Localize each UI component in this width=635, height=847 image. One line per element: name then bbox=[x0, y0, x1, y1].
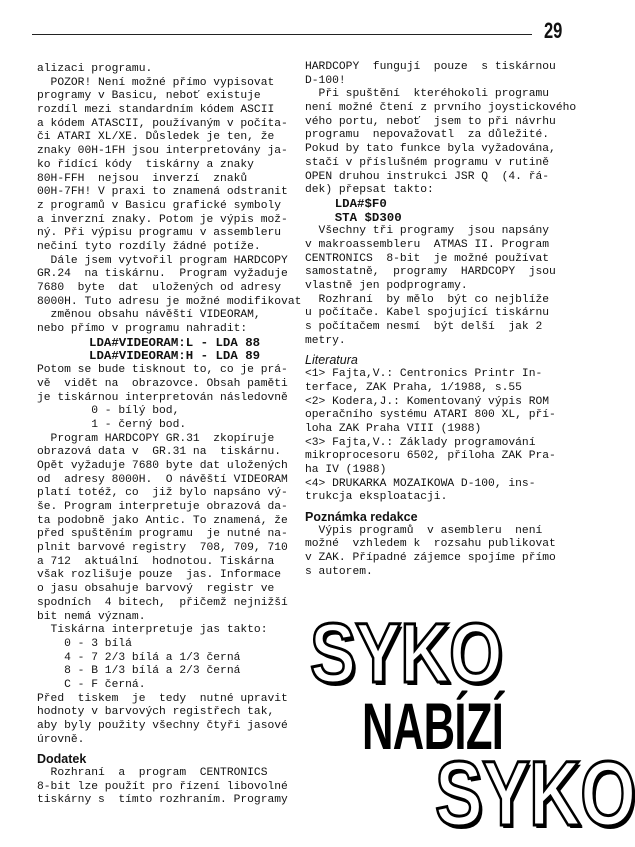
left-text-line: POZOR! Není možné přímo vypisovat bbox=[37, 76, 275, 89]
right-text-line: stačí v příslušném programu v rutině bbox=[305, 156, 550, 169]
left-text-line: GR.24 na tiskárnu. Program vyžaduje bbox=[37, 268, 288, 281]
left-column bbox=[37, 63, 302, 808]
left-text-line: Opět vyžaduje 7680 byte dat uložených bbox=[37, 459, 288, 472]
right-column bbox=[305, 61, 577, 579]
left-text-line: či ATARI XL/XE. Důsledek je ten, že bbox=[37, 131, 275, 144]
syko-logo-bottom: SYKO bbox=[435, 743, 635, 845]
left-code-line: LDA#VIDEORAM:L - LDA 88 bbox=[37, 335, 261, 350]
left-text-line: ný. Při výpisu programu v assembleru bbox=[37, 227, 282, 240]
right-text-line: loha ZAK Praha VIII (1988) bbox=[305, 422, 482, 435]
left-text-line: 00H-7FH! V praxi to znamená odstranit bbox=[37, 186, 288, 199]
left-text-line: však rozlišuje pouze jas. Informace bbox=[37, 569, 282, 582]
right-text-line: Všechny tři programy jsou napsány bbox=[305, 225, 550, 238]
left-text-line: Dále jsem vytvořil program HARDCOPY bbox=[37, 254, 288, 267]
left-text-line: Před tiskem je tedy nutné upravit bbox=[37, 692, 288, 705]
header-rule bbox=[32, 34, 532, 35]
right-text-line: vlastně jen podprogramy. bbox=[305, 280, 468, 292]
left-text-line: ko řídící kódy tiskárny a znaky bbox=[37, 158, 254, 171]
right-text-line: ha IV (1988) bbox=[305, 463, 387, 476]
left-text-line: bit nemá význam. bbox=[37, 610, 146, 623]
right-text-line: OPEN druhou instrukci JSR Q (4. řá- bbox=[305, 170, 550, 183]
right-text-line: metry. bbox=[305, 334, 346, 347]
page-number: 29 bbox=[544, 18, 563, 43]
left-text-line: obrazová data v GR.31 na tiskárnu. bbox=[37, 446, 282, 459]
right-text-line: možné vzhledem k rozsahu publikovat bbox=[305, 538, 556, 551]
right-text-line: u počítače. Kabel spojující tiskárnu bbox=[305, 307, 550, 320]
right-section-heading: Poznámka redakce bbox=[305, 510, 418, 524]
right-text-line: v ZAK. Případné zájemce spojíme přímo bbox=[305, 552, 556, 565]
right-text-line: programu nepovažovatl za důležité. bbox=[305, 129, 550, 142]
right-text-line: CENTRONICS 8-bit je možné používat bbox=[305, 252, 550, 265]
right-text-line: <1> Fajta,V.: Centronics Printr In- bbox=[305, 368, 543, 381]
right-text-line: operačního systému ATARI 800 XL, pří- bbox=[305, 409, 556, 422]
left-text-line: Tiskárna interpretuje jas takto: bbox=[37, 624, 268, 637]
right-text-line: trukcja eksploatacji. bbox=[305, 491, 448, 504]
left-text-line: aby byly použity všechny čtyři jasové bbox=[37, 720, 288, 732]
left-section-heading: Dodatek bbox=[37, 752, 87, 767]
right-text-line: Při spuštění kteréhokoli programu bbox=[305, 88, 550, 101]
left-text-line: z programů v Basicu grafické symboly bbox=[37, 199, 282, 212]
left-text-line: 80H-FFH nejsou inverzí znaků bbox=[37, 172, 248, 185]
right-text-line: D-100! bbox=[305, 74, 346, 87]
left-text-line: úrovně. bbox=[37, 733, 85, 746]
left-text-line: spodních 4 bitech, přičemž nejnižší bbox=[37, 596, 288, 609]
left-text-line: 8 - B 1/3 bílá a 2/3 černá bbox=[37, 665, 241, 678]
left-text-line: tiskárny s tímto rozhraním. Programy bbox=[37, 794, 288, 807]
right-text-line: Rozhraní by mělo být co nejblíže bbox=[305, 293, 550, 306]
left-text-line: 8-bit lze použít pro řízení libovolné bbox=[37, 780, 288, 793]
ad-nabizi-text: NABÍZÍ bbox=[362, 689, 504, 763]
left-text-line: a kódem ATASCII, používaným v počíta- bbox=[37, 117, 288, 130]
right-code-line: LDA#$F0 bbox=[305, 196, 387, 211]
left-text-line: a 712 aktuální hodnotou. Tiskárna bbox=[37, 555, 275, 568]
left-text-line: še. Program interpretuje obrazová da- bbox=[37, 501, 288, 513]
right-text-line: mikroprocesoru 6502, příloha ZAK Pra- bbox=[305, 450, 556, 463]
left-text-line: programy v Basicu, neboť existuje bbox=[37, 90, 261, 103]
left-text-line: před spuštěním programu je nutné na- bbox=[37, 528, 288, 541]
right-text-line: terface, ZAK Praha, 1/1988, s.55 bbox=[305, 381, 522, 394]
right-section-heading: Literatura bbox=[305, 353, 358, 368]
left-text-line: 0 - 3 bílá bbox=[37, 637, 132, 650]
right-text-line: <3> Fajta,V.: Základy programování bbox=[305, 436, 536, 449]
left-text-line: rozdíl mezi standardním kódem ASCII bbox=[37, 104, 275, 117]
right-text-line: samostatně, programy HARDCOPY jsou bbox=[305, 266, 556, 279]
left-text-line: 7680 byte dat uložených od adresy bbox=[37, 282, 282, 294]
left-text-line: vě vidět na obrazovce. Obsah paměti bbox=[37, 377, 288, 390]
left-text-line: a inverzní znaky. Potom je výpis mož- bbox=[37, 213, 288, 226]
left-text-line: 8000H. Tuto adresu je možné modifikovat bbox=[37, 295, 302, 308]
left-text-line: ta podobně jako Antic. To znamená, že bbox=[37, 514, 288, 527]
left-text-line: C - F černá. bbox=[37, 678, 146, 691]
right-text-line: dek) přepsat takto: bbox=[305, 184, 434, 197]
left-text-line: 4 - 7 2/3 bílá a 1/3 černá bbox=[37, 651, 241, 664]
left-text-line: o jasu obsahuje barvový registr ve bbox=[37, 583, 275, 596]
right-text-line: vého portu, neboť jsem to při návrhu bbox=[305, 115, 556, 128]
left-text-line: Rozhraní a program CENTRONICS bbox=[37, 767, 268, 780]
left-code-line: LDA#VIDEORAM:H - LDA 89 bbox=[37, 349, 261, 364]
left-text-line: hodnoty v barvových registřech tak, bbox=[37, 706, 275, 719]
left-text-line: 1 - černý bod. bbox=[37, 418, 187, 431]
left-text-line: nebo přímo v programu nahradit: bbox=[37, 323, 248, 336]
right-text-line: HARDCOPY fungují pouze s tiskárnou bbox=[305, 61, 556, 73]
left-text-line: alizaci programu. bbox=[37, 63, 153, 75]
right-text-line: s autorem. bbox=[305, 565, 373, 578]
left-text-line: znaky 00H-1FH jsou interpretovány ja- bbox=[37, 145, 288, 158]
left-text-line: Potom se bude tisknout to, co je prá- bbox=[37, 364, 288, 377]
right-text-line: Výpis programů v asembleru není bbox=[305, 524, 543, 537]
right-text-line: s počítačem nesmí být delší jak 2 bbox=[305, 321, 543, 334]
left-text-line: od adresy 8000H. O návěští VIDEORAM bbox=[37, 473, 288, 486]
left-text-line: je tiskárnou interpretován následovně bbox=[37, 391, 288, 404]
left-text-line: plnit barvové registry 708, 709, 710 bbox=[37, 542, 288, 555]
right-text-line: v makroassembleru ATMAS II. Program bbox=[305, 238, 550, 251]
right-text-line: <4> DRUKARKA MOZAIKOWA D-100, ins- bbox=[305, 477, 536, 490]
left-text-line: Program HARDCOPY GR.31 zkopíruje bbox=[37, 432, 275, 445]
left-text-line: 0 - bílý bod, bbox=[37, 405, 180, 418]
syko-logo-top: SYKO bbox=[310, 606, 502, 700]
left-text-line: nečiní tyto rozdíly žádné potíže. bbox=[37, 240, 261, 253]
right-code-line: STA $D300 bbox=[305, 210, 402, 225]
left-text-line: platí totéž, co již bylo napsáno vý- bbox=[37, 487, 288, 500]
right-text-line: <2> Kodera,J.: Komentovaný výpis ROM bbox=[305, 395, 550, 408]
left-text-line: změnou obsahu návěští VIDEORAM, bbox=[37, 309, 261, 322]
right-text-line: není možné čtení z prvního joystickového bbox=[305, 102, 577, 115]
right-text-line: Pokud by tato funkce byla vyžadována, bbox=[305, 143, 556, 156]
